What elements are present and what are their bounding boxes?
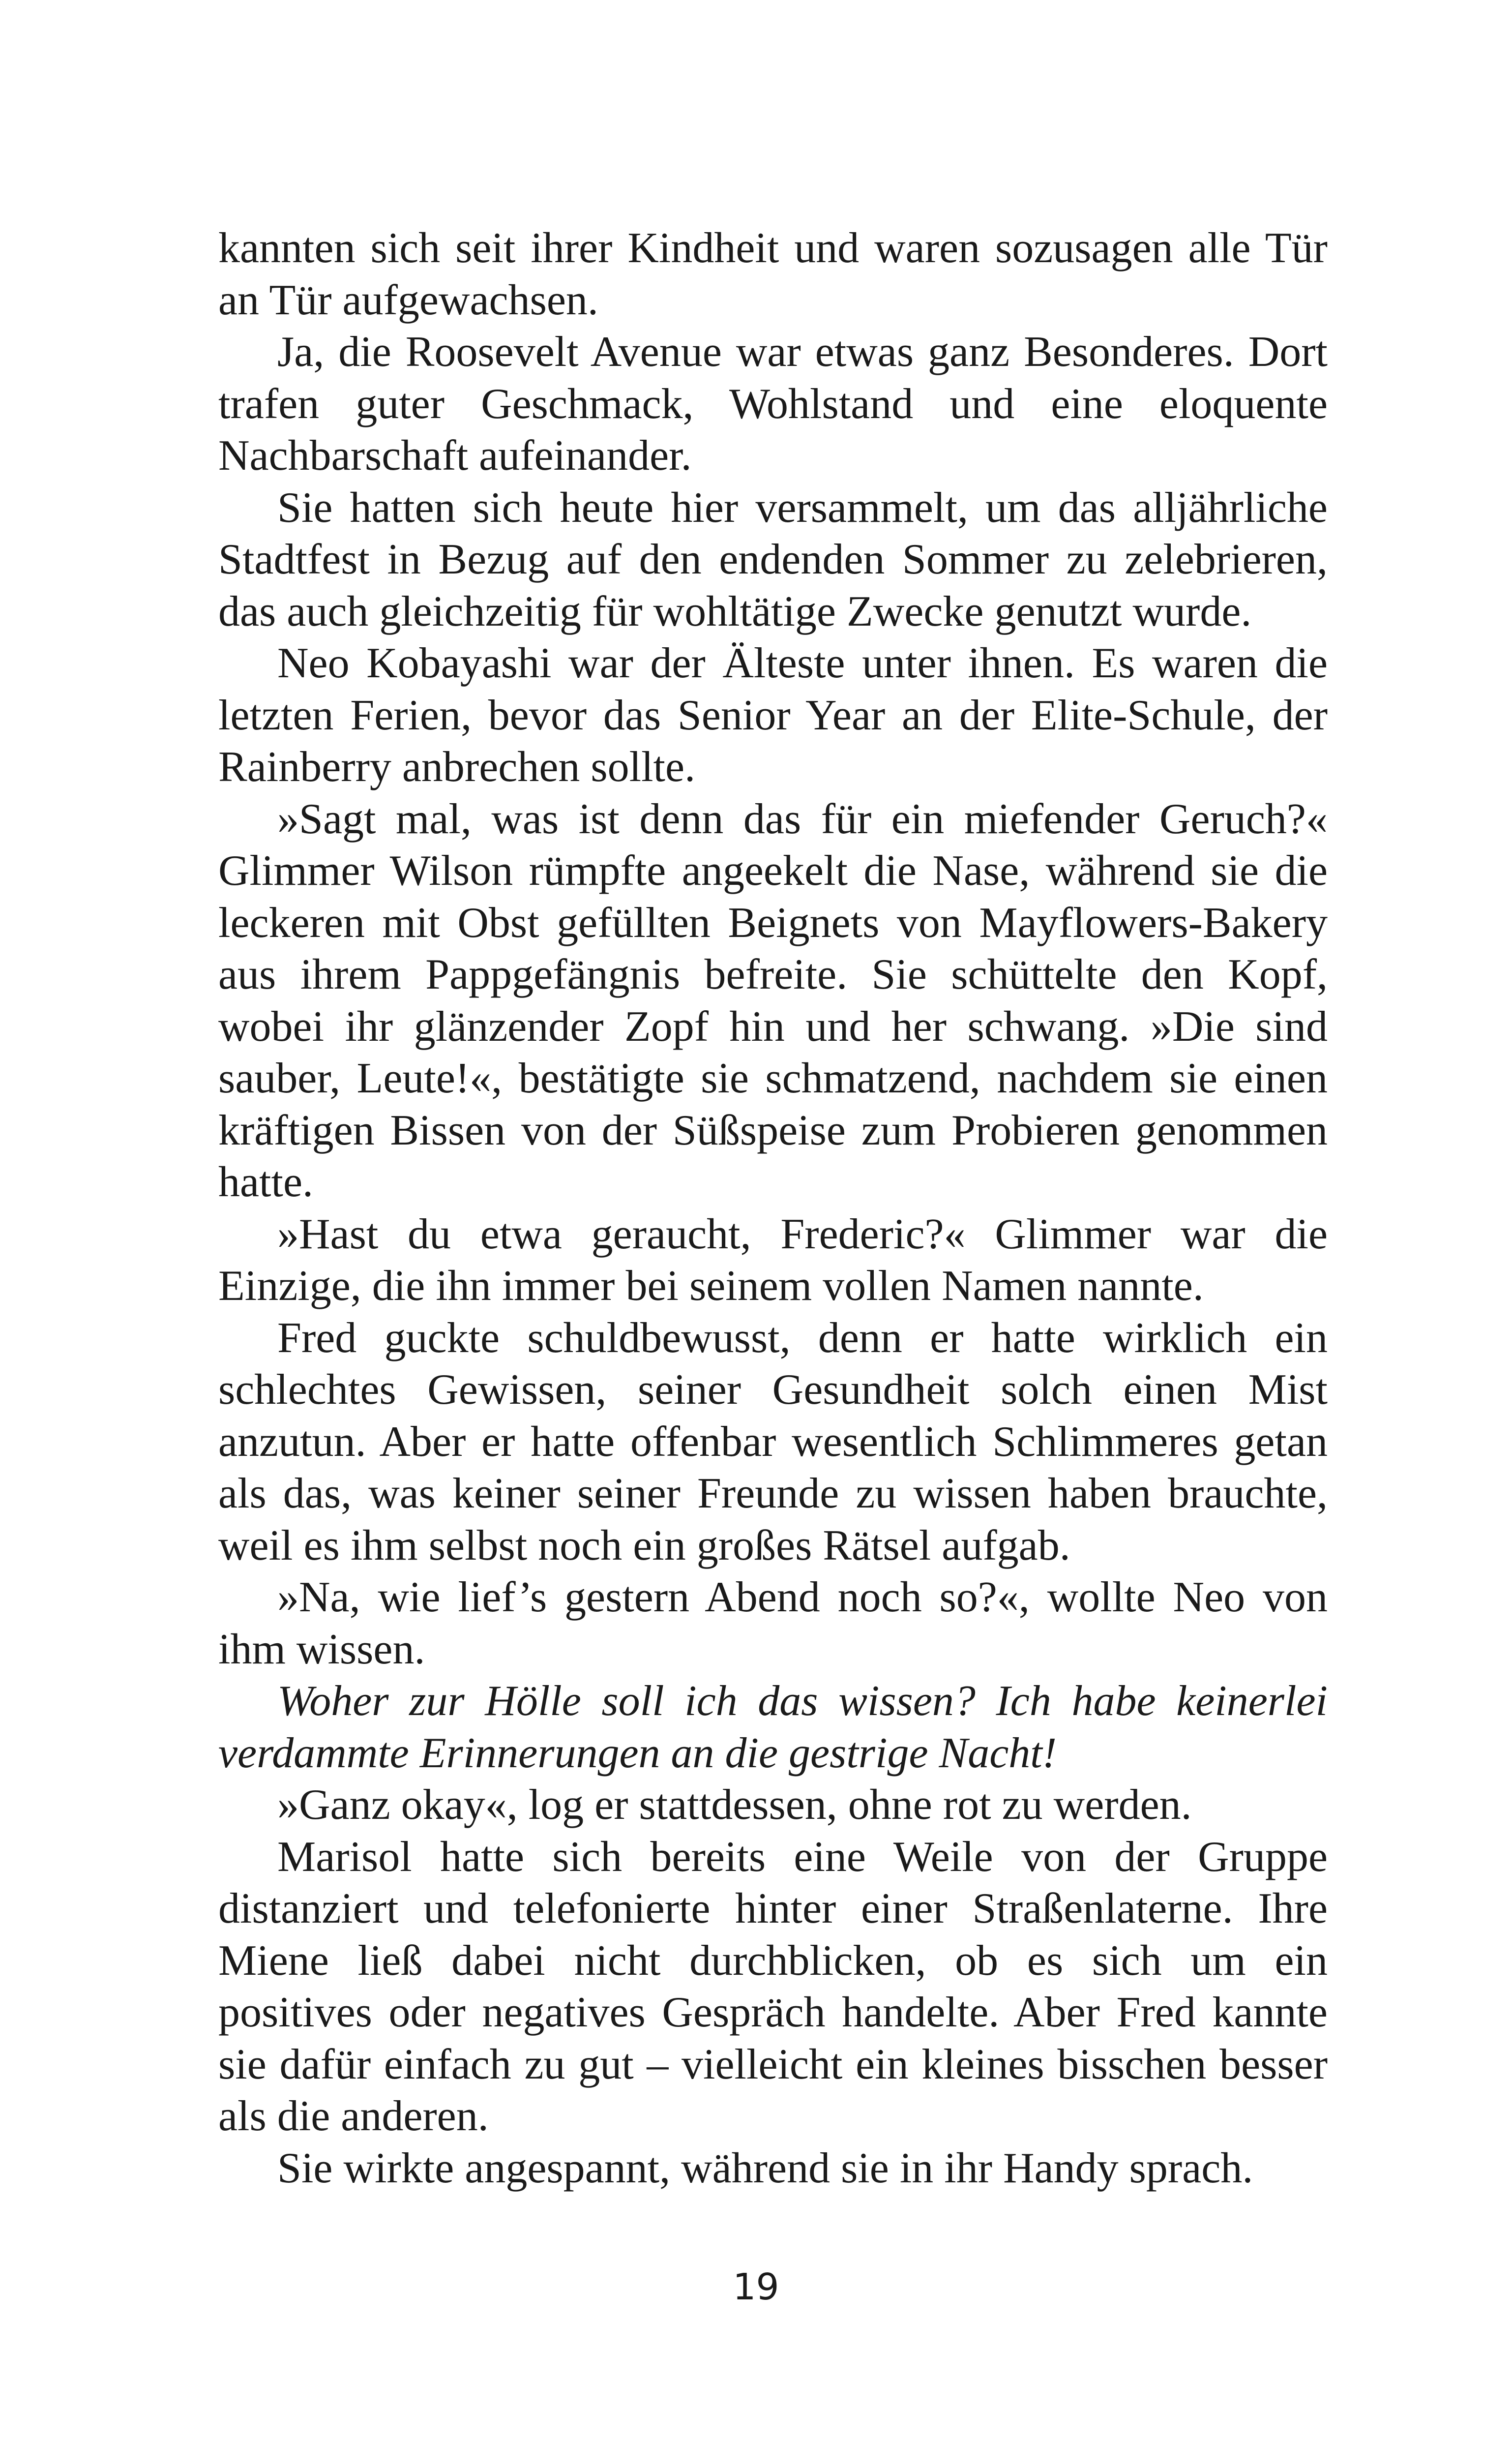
paragraph-1: kannten sich seit ihrer Kindheit und waren sozusagen alle Tür an Tür aufgewachsen.: [218, 224, 1328, 324]
paragraph-4: Neo Kobayashi war der Älteste unter ihnen. Es waren die letzten Ferien, bevor das Senior Year an der Elite-Schule, der Rainberry anbrechen sollte.: [218, 639, 1328, 791]
paragraph-5: »Sagt mal, was ist denn das für ein miefender Geruch?« Glimmer Wilson rümpfte angeekelt die Nase, während sie die leckeren mit Obst gefüllten Beignets von Mayflowers-Bakery aus ihrem Pappgefängnis befreite. Sie schüttelte den Kopf, wobei ihr glänzender Zopf hin und her schwang. »Die sind sauber, Leute!«, bestätigte sie schmatzend, nachdem sie einen kräftigen Bissen von der Süßspeise zum Probieren genommen hatte.: [218, 795, 1328, 1206]
paragraph-10: »Ganz okay«, log er stattdessen, ohne rot zu werden.: [277, 1781, 1192, 1829]
paragraph-3: Sie hatten sich heute hier versammelt, um das alljährliche Stadtfest in Bezug auf den endenden Sommer zu zelebrieren, das auch gleichzeitig für wohltätige Zwecke genutzt wurde.: [218, 483, 1328, 635]
paragraph-9-thought: Woher zur Hölle soll ich das wissen? Ich habe keinerlei verdammte Erinnerungen an die gestrige Nacht!: [218, 1677, 1328, 1777]
paragraph-7: Fred guckte schuldbewusst, denn er hatte wirklich ein schlechtes Gewissen, seiner Gesundheit solch einen Mist anzutun. Aber er hatte offenbar wesentlich Schlimmeres getan als das, was keiner seiner Freunde zu wissen haben brauchte, weil es ihm selbst noch ein großes Rätsel aufgab.: [218, 1314, 1328, 1569]
paragraph-2: Ja, die Roosevelt Avenue war etwas ganz Besonderes. Dort trafen guter Geschmack, Wohlstand und eine eloquente Nachbarschaft aufeinander.: [218, 328, 1328, 480]
page-number: 19: [733, 2266, 779, 2308]
paragraph-8: »Na, wie lief’s gestern Abend noch so?«, wollte Neo von ihm wissen.: [218, 1573, 1328, 1673]
paragraph-12: Sie wirkte angespannt, während sie in ihr Handy sprach.: [277, 2144, 1253, 2192]
paragraph-6: »Hast du etwa geraucht, Frederic?« Glimmer war die Einzige, die ihn immer bei seinem vollen Namen nannte.: [218, 1210, 1328, 1310]
paragraph-11: Marisol hatte sich bereits eine Weile von der Gruppe distanziert und telefonierte hinter einer Straßenlaterne. Ihre Miene ließ dabei nicht durchblicken, ob es sich um ein positives oder negatives Gespräch handelte. Aber Fred kannte sie dafür einfach zu gut – vielleicht ein kleines bisschen besser als die anderen.: [218, 1833, 1328, 2140]
body-text: [218, 222, 1328, 2194]
